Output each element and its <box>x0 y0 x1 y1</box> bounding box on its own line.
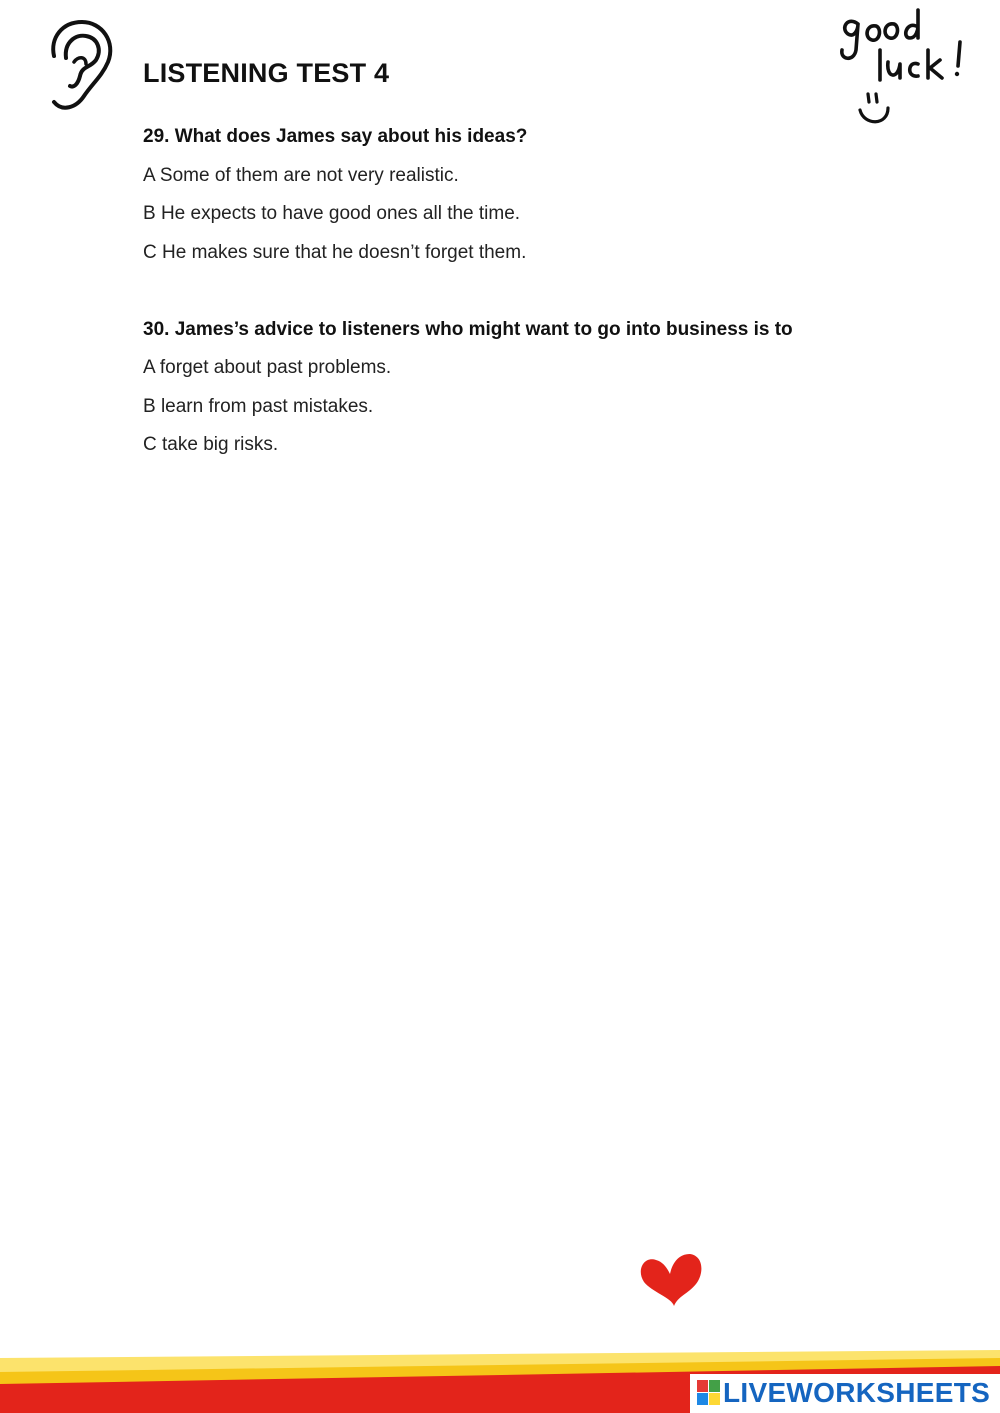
heart-icon <box>638 1250 704 1308</box>
page-title: LISTENING TEST 4 <box>143 58 390 88</box>
liveworksheets-brand <box>697 1376 990 1410</box>
smiley-icon <box>860 94 888 122</box>
question-30-option-a: A forget about past problems. <box>143 357 392 378</box>
liveworksheets-wordmark: LIVEWORKSHEETS <box>723 1377 991 1408</box>
question-30-option-c: C take big risks. <box>143 434 279 455</box>
question-29-option-a: A Some of them are not very realistic. <box>143 165 459 186</box>
question-30-prompt: 30. James’s advice to listeners who might want to go into business is to <box>143 319 793 340</box>
liveworksheets-logo-icon <box>697 1380 721 1406</box>
ear-icon <box>44 16 116 114</box>
question-29-prompt: 29. What does James say about his ideas? <box>143 126 528 147</box>
question-30-option-b: B learn from past mistakes. <box>143 396 374 417</box>
question-29-option-b: B He expects to have good ones all the time. <box>143 203 521 224</box>
question-29-option-c: C He makes sure that he doesn’t forget them. <box>143 242 527 263</box>
good-luck-sticker <box>836 2 976 132</box>
